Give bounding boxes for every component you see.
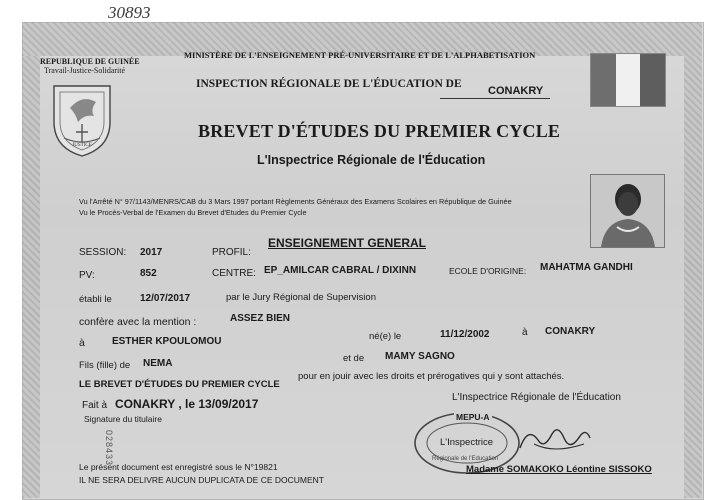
pv-label: PV:	[79, 270, 95, 281]
signatory-name: Madame SOMAKOKO Léontine SISSOKO	[466, 464, 652, 475]
registration-notice: Le présent document est enregistré sous le N°19821	[79, 462, 278, 472]
seal-text: JUSTICE	[72, 143, 92, 148]
handwritten-serial: 30893	[108, 3, 151, 22]
region-underline	[440, 98, 550, 99]
security-border-right	[684, 56, 702, 498]
birth-place-a-label: à	[522, 327, 528, 338]
security-border-left	[22, 56, 40, 498]
jury-text: par le Jury Régional de Supervision	[226, 292, 376, 303]
holder-photo	[590, 174, 665, 248]
fait-label: Fait à	[82, 400, 108, 411]
birth-label: né(e) le	[369, 331, 402, 342]
no-duplicate-notice: IL NE SERA DELIVRE AUCUN DUPLICATA DE CE DOCUMENT	[79, 475, 324, 485]
brevet-rights-text: pour en jouir avec les droits et prérogatives qui y sont attachés.	[298, 371, 565, 382]
mention-value: ASSEZ BIEN	[230, 313, 291, 324]
birth-date: 11/12/2002	[440, 329, 490, 340]
centre-label: CENTRE:	[212, 268, 256, 279]
mother-name: MAMY SAGNO	[385, 351, 455, 362]
legal-line-2: Vu le Procès-Verbal de l'Examen du Brevet d'Etudes du Premier Cycle	[79, 208, 307, 217]
flag-emblem	[590, 53, 666, 107]
father-name: NEMA	[143, 358, 173, 369]
inspectrice-footer-label: L'Inspectrice Régionale de l'Éducation	[452, 392, 621, 403]
certificate-title: BREVET D'ÉTUDES DU PREMIER CYCLE	[198, 121, 561, 141]
centre-value: EP_AMILCAR CABRAL / DIXINN	[264, 265, 417, 276]
stamp-center-text: L'Inspectrice	[440, 437, 494, 448]
stamp-ring-text: Régionale de l'Education	[432, 456, 499, 462]
inspection-label: INSPECTION RÉGIONALE DE L'ÉDUCATION DE	[196, 78, 462, 90]
ministry-label: MINISTÈRE DE L'ENSEIGNEMENT PRÉ-UNIVERSITAIRE ET DE L'ALPHABETISATION	[184, 50, 536, 60]
session-value: 2017	[140, 247, 163, 258]
fait-value: CONAKRY , le 13/09/2017	[115, 397, 259, 411]
stamp-top-text: MEPU-A	[456, 412, 490, 422]
mention-label: confère avec la mention :	[79, 316, 197, 328]
session-label: SESSION:	[79, 247, 127, 258]
profil-value: ENSEIGNEMENT GENERAL	[268, 236, 427, 250]
brevet-statement: LE BREVET D'ÉTUDES DU PREMIER CYCLE	[79, 379, 280, 390]
and-of-label: et de	[343, 353, 365, 364]
birth-place: CONAKRY	[545, 326, 596, 337]
legal-line-1: Vu l'Arrêté N° 97/1143/MENRS/CAB du 3 Mars 1997 portant Règlements Généraux des Examens Scolaires en République de Guinée	[79, 197, 512, 206]
inspection-region: CONAKRY	[488, 85, 544, 97]
republic-label: REPUBLIQUE DE GUINÉE	[40, 57, 140, 66]
certificate-subtitle: L'Inspectrice Régionale de l'Éducation	[257, 153, 486, 167]
etabli-label: établi le	[79, 294, 112, 305]
inspectrice-signature	[514, 418, 594, 460]
ecole-value: MAHATMA GANDHI	[540, 262, 633, 273]
vertical-serial: 028433	[104, 430, 114, 467]
name-a-label: à	[79, 337, 85, 349]
pv-value: 852	[140, 268, 157, 279]
holder-name: ESTHER KPOULOMOU	[112, 336, 222, 347]
ecole-label: ECOLE D'ORIGINE:	[449, 266, 527, 276]
etabli-value: 12/07/2017	[140, 293, 191, 304]
holder-signature-label: Signature du titulaire	[84, 414, 162, 424]
motto-label: Travail-Justice-Solidarité	[44, 66, 126, 75]
parents-label: Fils (fille) de	[79, 360, 131, 371]
coat-of-arms-emblem	[50, 80, 114, 158]
profil-label: PROFIL:	[212, 247, 251, 258]
